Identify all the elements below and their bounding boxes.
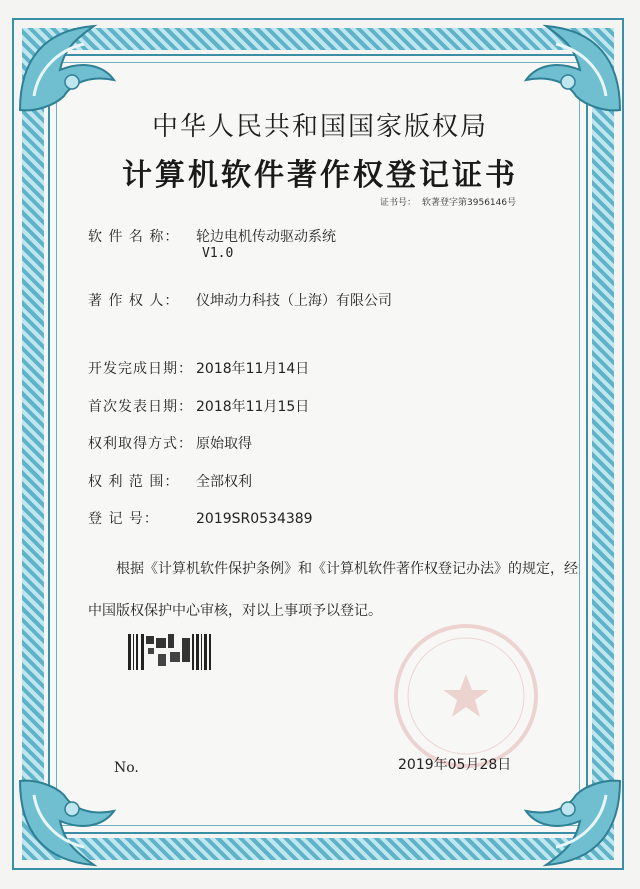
corner-ornament-icon: [14, 20, 134, 116]
field-value: 全部权利: [196, 474, 252, 490]
corner-ornament-icon: [14, 775, 134, 871]
field-label: 著 作 权 人：: [88, 293, 180, 309]
field-value: 2018年11月14日: [196, 361, 310, 377]
field-label: 首次发表日期：: [88, 399, 193, 415]
field-copyright-owner: [88, 290, 392, 310]
software-version: V1.0: [202, 246, 234, 261]
corner-ornament-icon: [506, 20, 626, 116]
corner-ornament-icon: [506, 775, 626, 871]
field-label: 软 件 名 称：: [88, 229, 180, 245]
field-label: 权利取得方式：: [88, 436, 193, 452]
field-value: 轮边电机传动驱动系统: [196, 229, 336, 245]
certificate-title: 计算机软件著作权登记证书: [122, 158, 518, 193]
issuer-title: 中华人民共和国国家版权局: [151, 112, 488, 142]
field-value: 2018年11月15日: [196, 399, 310, 415]
field-value: 仪坤动力科技（上海）有限公司: [196, 293, 392, 309]
barcode-icon: [128, 634, 212, 670]
field-registration-number: [88, 508, 313, 528]
field-label: 开发完成日期：: [88, 361, 193, 377]
field-label: 权 利 范 围：: [88, 474, 180, 490]
field-completion-date: [88, 358, 309, 378]
certificate-number: [380, 195, 522, 208]
certificate-number-value: 软著登字第3956146号: [422, 198, 517, 208]
field-acquisition-method: [88, 433, 252, 453]
field-software-name: [88, 226, 336, 246]
official-seal-icon: [392, 622, 540, 770]
certificate-number-label: 证书号：: [380, 198, 417, 208]
issue-date: 2019年05月28日: [398, 757, 512, 773]
field-value: 原始取得: [196, 436, 252, 452]
field-rights-scope: [88, 471, 252, 491]
field-publication-date: [88, 396, 309, 416]
field-value: 2019SR0534389: [196, 511, 313, 527]
serial-number-label: No.: [114, 760, 139, 776]
registration-statement: 根据《计算机软件保护条例》和《计算机软件著作权登记办法》的规定，经中国版权保护中心审核，对以上事项予以登记。: [88, 561, 578, 619]
field-label: 登 记 号：: [88, 511, 159, 527]
